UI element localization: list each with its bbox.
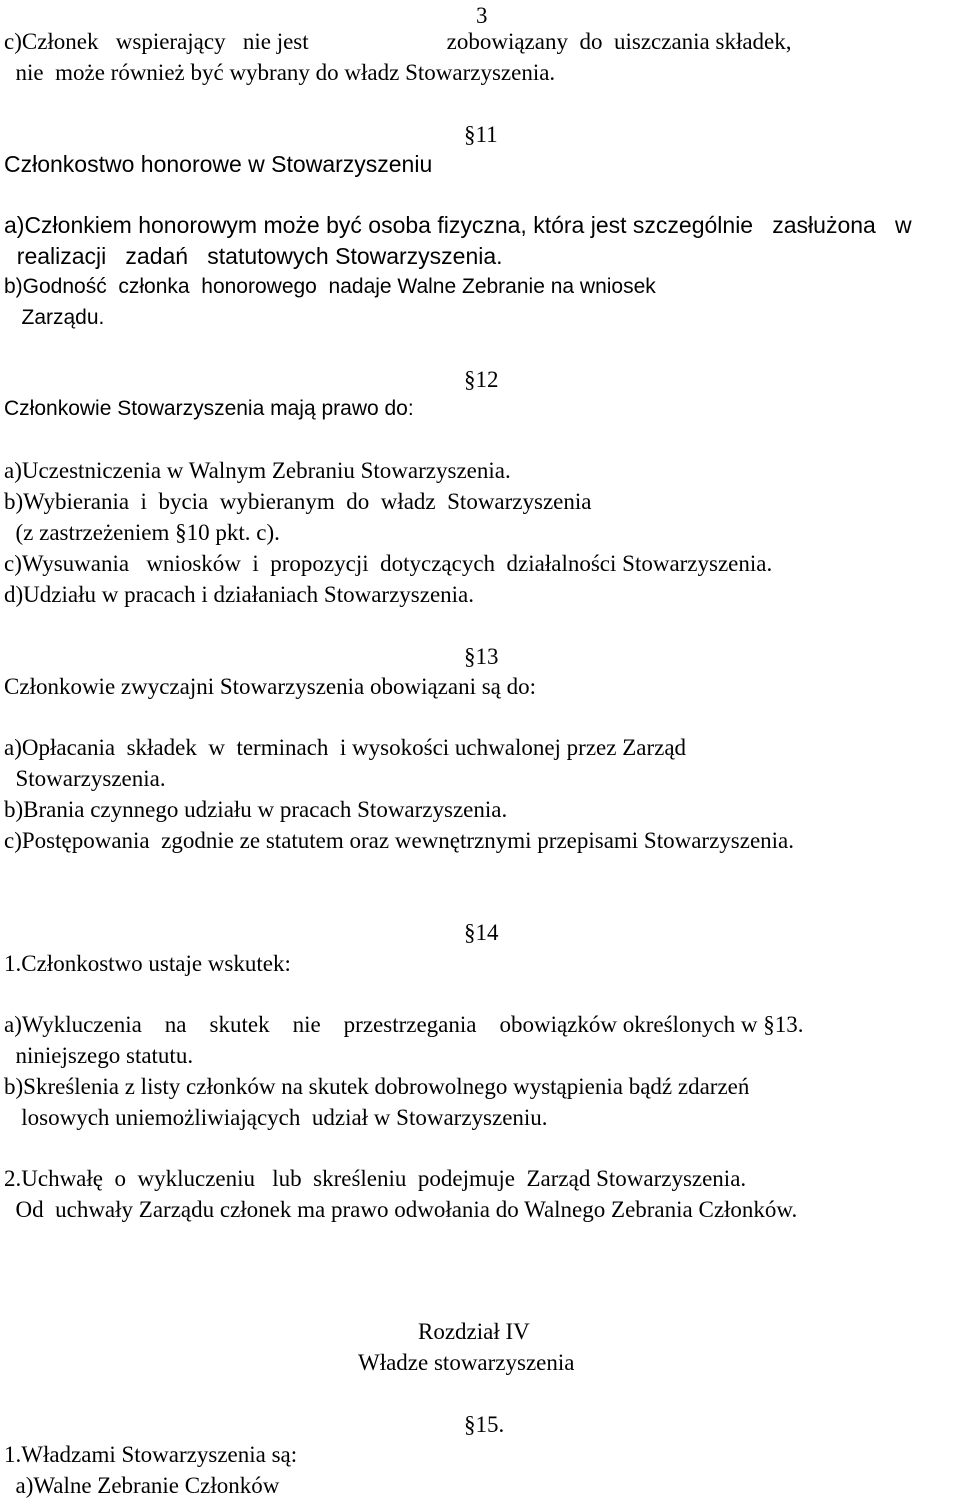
section-heading-12: §12 bbox=[464, 367, 499, 392]
paragraph-line: losowych uniemożliwiających udział w Stowarzyszeniu. bbox=[4, 1105, 548, 1130]
paragraph-line: Od uchwały Zarządu członek ma prawo odwołania do Walnego Zebrania Członków. bbox=[4, 1197, 798, 1222]
chapter-heading: Rozdział IV bbox=[418, 1319, 530, 1344]
page-number: 3 bbox=[476, 3, 488, 28]
paragraph-line: b)Skreślenia z listy członków na skutek dobrowolnego wystąpienia bądź zdarzeń bbox=[4, 1074, 750, 1099]
paragraph-line: realizacji zadań statutowych Stowarzyszenia. bbox=[4, 243, 503, 269]
paragraph-line: b)Godność członka honorowego nadaje Walne Zebranie na wniosek bbox=[4, 275, 656, 298]
paragraph-line: nie może również być wybrany do władz Stowarzyszenia. bbox=[4, 60, 556, 85]
paragraph-line: b)Wybierania i bycia wybieranym do władz Stowarzyszenia bbox=[4, 489, 592, 514]
paragraph-line: a)Walne Zebranie Członków bbox=[4, 1473, 280, 1498]
paragraph-line: c)Członek wspierający nie jest zobowiązany do uiszczania składek, bbox=[4, 29, 792, 54]
paragraph-line: a)Członkiem honorowym może być osoba fizyczna, która jest szczególnie zasłużona w bbox=[4, 212, 912, 238]
section-intro: Członkostwo honorowe w Stowarzyszeniu bbox=[4, 151, 433, 177]
paragraph-line: a)Uczestniczenia w Walnym Zebraniu Stowarzyszenia. bbox=[4, 458, 511, 483]
section-heading-13: §13 bbox=[464, 644, 499, 669]
section-intro: Członkowie zwyczajni Stowarzyszenia obowiązani są do: bbox=[4, 674, 537, 699]
section-intro: 1.Władzami Stowarzyszenia są: bbox=[4, 1442, 298, 1467]
paragraph-line: d)Udziału w pracach i działaniach Stowarzyszenia. bbox=[4, 582, 475, 607]
paragraph-line: c)Postępowania zgodnie ze statutem oraz wewnętrznymi przepisami Stowarzyszenia. bbox=[4, 828, 795, 853]
paragraph-line: b)Brania czynnego udziału w pracach Stowarzyszenia. bbox=[4, 797, 508, 822]
section-intro: 1.Członkostwo ustaje wskutek: bbox=[4, 951, 291, 976]
paragraph-line: niniejszego statutu. bbox=[4, 1043, 194, 1068]
section-heading-11: §11 bbox=[464, 122, 498, 147]
paragraph-line: c)Wysuwania wniosków i propozycji dotyczących działalności Stowarzyszenia. bbox=[4, 551, 773, 576]
paragraph-line: 2.Uchwałę o wykluczeniu lub skreśleniu podejmuje Zarząd Stowarzyszenia. bbox=[4, 1166, 747, 1191]
paragraph-line: a)Opłacania składek w terminach i wysokości uchwalonej przez Zarząd bbox=[4, 735, 687, 760]
section-heading-14: §14 bbox=[464, 920, 499, 945]
paragraph-line: a)Wykluczenia na skutek nie przestrzegania obowiązków określonych w §13. bbox=[4, 1012, 804, 1037]
paragraph-line: Stowarzyszenia. bbox=[4, 766, 166, 791]
chapter-title: Władze stowarzyszenia bbox=[358, 1350, 575, 1375]
paragraph-line: (z zastrzeżeniem §10 pkt. c). bbox=[4, 520, 280, 545]
section-heading-15: §15. bbox=[464, 1412, 505, 1437]
paragraph-line: Zarządu. bbox=[4, 306, 105, 329]
section-intro: Członkowie Stowarzyszenia mają prawo do: bbox=[4, 397, 414, 420]
